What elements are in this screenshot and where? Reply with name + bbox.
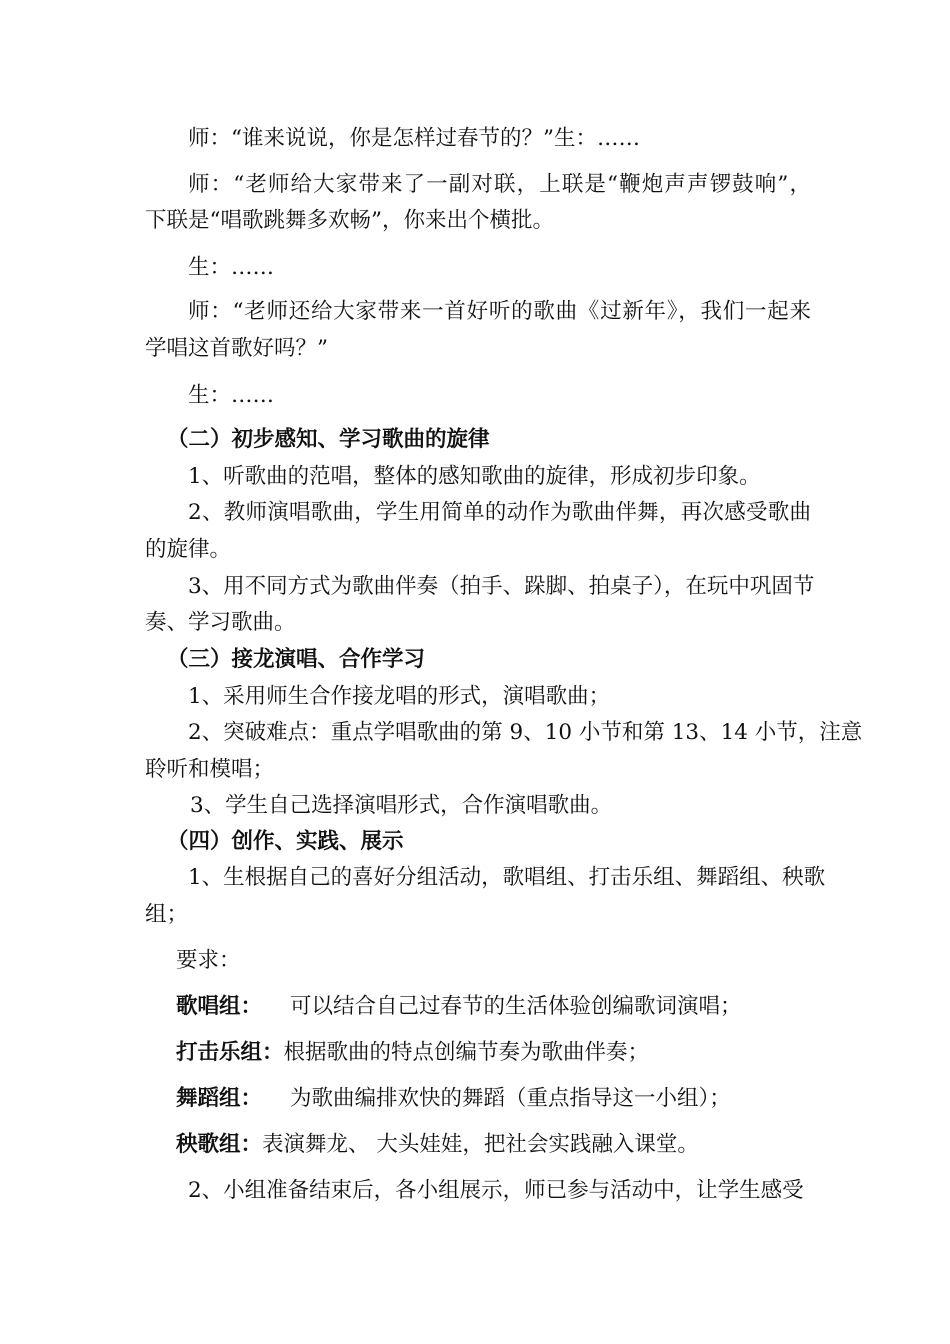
group-label: 打击乐组： (176, 1040, 284, 1065)
group-label: 舞蹈组： (176, 1086, 263, 1111)
dialogue-line: 生：…… (188, 383, 275, 408)
paragraph: 2、突破难点：重点学唱歌曲的第 9、10 小节和第 13、14 小节，注意 (188, 720, 863, 745)
paragraph: 奏、学习歌曲。 (145, 610, 296, 635)
requirements-label: 要求： (176, 948, 241, 973)
group-requirement (176, 1130, 842, 1160)
paragraph: 3、学生自己选择演唱形式，合作演唱歌曲。 (190, 793, 613, 818)
dialogue-line: 师：“老师还给大家带来一首好听的歌曲《过新年》，我们一起来 (188, 299, 811, 324)
paragraph: 3、用不同方式为歌曲伴奏（拍手、跺脚、拍桌子），在玩中巩固节 (188, 574, 815, 599)
paragraph: 1、听歌曲的范唱，整体的感知歌曲的旋律，形成初步印象。 (188, 464, 761, 489)
group-text: 可以结合自己过春节的生活体验创编歌词演唱； (290, 994, 742, 1019)
paragraph: 1、生根据自己的喜好分组活动，歌唱组、打击乐组、舞蹈组、秧歌 (188, 865, 826, 890)
dialogue-line: 生：…… (188, 255, 275, 280)
section-heading: （三）接龙演唱、合作学习 (167, 647, 426, 672)
group-label: 秧歌组： (176, 1132, 263, 1157)
paragraph: 2、教师演唱歌曲，学生用简单的动作为歌曲伴舞，再次感受歌曲 (188, 500, 811, 525)
section-heading: （二）初步感知、学习歌曲的旋律 (167, 427, 490, 452)
dialogue-line: 师：“老师给大家带来了一副对联，上联是“鞭炮声声锣鼓响”， (188, 172, 811, 197)
dialogue-line: 下联是“唱歌跳舞多欢畅”，你来出个横批。 (145, 208, 554, 233)
group-requirement (176, 1038, 842, 1068)
paragraph: 1、采用师生合作接龙唱的形式，演唱歌曲； (188, 684, 611, 709)
paragraph: 的旋律。 (145, 537, 232, 562)
group-text: 根据歌曲的特点创编节奏为歌曲伴奏； (283, 1040, 650, 1065)
group-text: 表演舞龙、 大头娃娃，把社会实践融入课堂。 (262, 1132, 699, 1157)
group-requirement (176, 1084, 842, 1114)
section-heading: （四）创作、实践、展示 (167, 829, 404, 854)
dialogue-line: 师：“谁来说说，你是怎样过春节的？”生：…… (188, 126, 640, 151)
paragraph: 2、小组准备结束后，各小组展示，师已参与活动中，让学生感受 (188, 1178, 804, 1203)
dialogue-line: 学唱这首歌好吗？” (145, 336, 328, 361)
group-text: 为歌曲编排欢快的舞蹈（重点指导这一小组）； (290, 1086, 731, 1111)
group-requirement (176, 992, 842, 1022)
group-label: 歌唱组： (176, 994, 263, 1019)
paragraph: 聆听和模唱； (145, 757, 275, 782)
paragraph: 组； (145, 902, 189, 927)
